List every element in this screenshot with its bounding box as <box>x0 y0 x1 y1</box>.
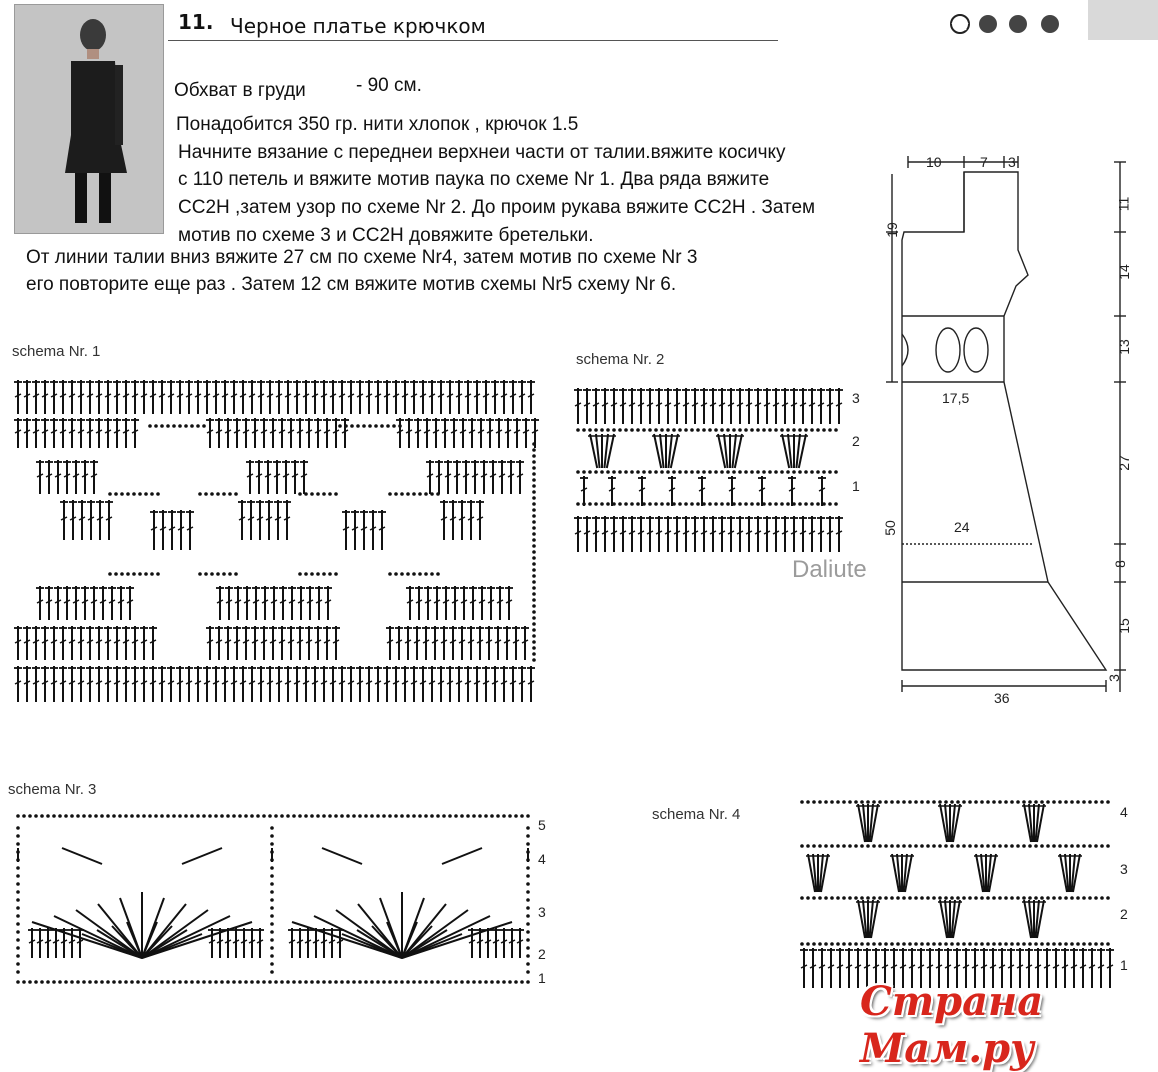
instruction-line: От линии талии вниз вяжите 27 см по схеме Nr4, затем мотив по схеме Nr 3 <box>26 247 698 268</box>
corner-band <box>1088 0 1158 40</box>
title-underline <box>168 40 778 41</box>
materials-text: Понадобится 350 гр. нити хлопок , крючок 1.5 <box>176 114 579 135</box>
photo-figure <box>15 5 163 233</box>
dress-pattern-diagram <box>858 140 1158 710</box>
schema-1-label: schema Nr. 1 <box>12 343 101 360</box>
instruction-line: Начните вязание с переднеи верхнеи части от талии.вяжите косичку <box>178 142 786 163</box>
dim-top-2: 7 <box>980 154 988 170</box>
instruction-line: его повторите еще раз . Затем 12 см вяжите мотив схемы Nr5 схему Nr 6. <box>26 274 677 295</box>
schema-1-chart <box>10 374 542 710</box>
schema-2-label: schema Nr. 2 <box>576 351 665 368</box>
yarn-balls-icon <box>948 10 1088 40</box>
dim-right: 14 <box>1115 264 1132 280</box>
row-number: 2 <box>538 946 546 962</box>
dim-top-3: 3 <box>1008 154 1016 170</box>
schema-4-label: schema Nr. 4 <box>652 806 741 823</box>
dim-left: 50 <box>881 520 898 536</box>
dim-inner: 36 <box>994 690 1010 706</box>
instruction-line: мотив по схеме 3 и СС2Н довяжите бретельки. <box>178 225 594 246</box>
page-title: Черное платье крючком <box>230 14 486 38</box>
model-photo <box>14 4 164 234</box>
dim-left: 19 <box>883 222 900 238</box>
dim-right: 27 <box>1115 455 1132 471</box>
schema-3-chart <box>12 808 534 992</box>
schema-3-label: schema Nr. 3 <box>8 781 97 798</box>
row-number: 4 <box>1120 804 1128 820</box>
row-number: 3 <box>852 390 860 406</box>
row-number: 3 <box>1120 861 1128 877</box>
watermark: Daliute <box>792 556 867 583</box>
dim-top-1: 10 <box>926 154 942 170</box>
dim-right: 15 <box>1115 618 1132 634</box>
row-number: 2 <box>1120 906 1128 922</box>
dim-right: 3 <box>1105 674 1122 682</box>
row-number: 3 <box>538 904 546 920</box>
row-number: 1 <box>1120 957 1128 973</box>
bust-label: Обхват в груди <box>174 80 306 101</box>
site-logo: Страна Мам.ру <box>860 978 1044 1072</box>
dim-inner: 17,5 <box>942 390 970 406</box>
dress-outline <box>902 172 1106 670</box>
bust-value: - 90 см. <box>356 75 422 96</box>
pattern-number: 11. <box>178 10 214 34</box>
schema-2-chart <box>572 380 848 556</box>
dim-right: 13 <box>1115 339 1132 355</box>
row-number: 4 <box>538 851 546 867</box>
instruction-line: с 110 петель и вяжите мотив паука по схеме Nr 1. Два ряда вяжите <box>178 169 770 190</box>
row-number: 1 <box>852 478 860 494</box>
row-number: 1 <box>538 970 546 986</box>
row-number: 5 <box>538 817 546 833</box>
dim-right: 11 <box>1115 196 1132 212</box>
instruction-line: СС2Н ,затем узор по схеме Nr 2. До проим рукава вяжите СС2Н . Затем <box>178 197 816 218</box>
row-number: 2 <box>852 433 860 449</box>
schema-4-chart <box>798 796 1116 990</box>
dim-inner: 24 <box>954 519 970 535</box>
dim-right: 8 <box>1111 560 1128 568</box>
